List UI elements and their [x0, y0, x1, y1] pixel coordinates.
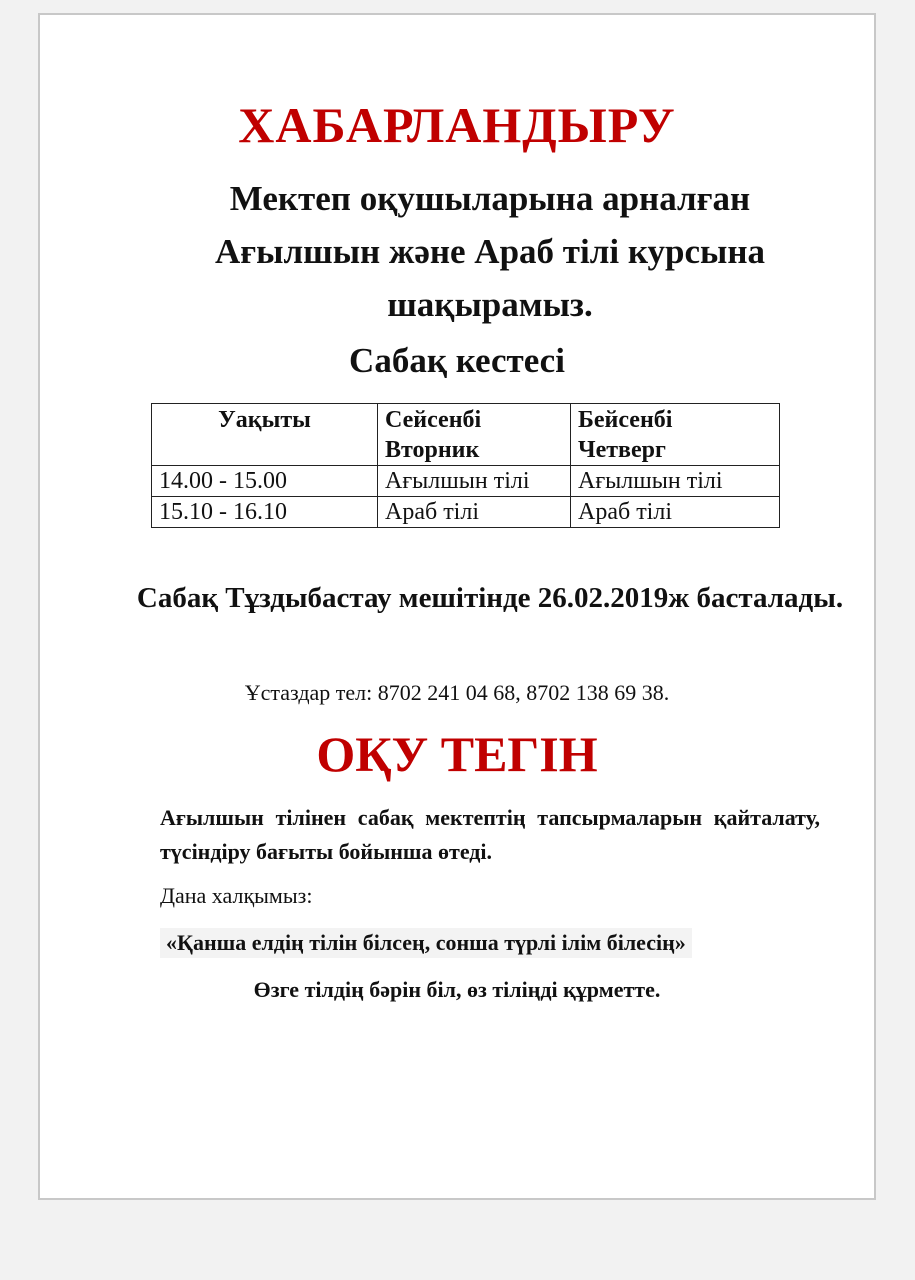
tuesday-cell: Араб тілі	[378, 497, 571, 528]
header-tuesday	[378, 404, 571, 466]
thursday-cell: Ағылшын тілі	[571, 466, 780, 497]
header-thursday	[571, 404, 780, 466]
header-thursday-ru: Четверг	[578, 437, 666, 463]
english-note: Ағылшын тілінен сабақ мектептің тапсырмаларын қайталату, түсіндіру бағыты бойынша өтеді.	[160, 805, 820, 864]
time-cell: 14.00 - 15.00	[152, 466, 378, 497]
proverb-2: Өзге тілдің бәрін біл, өз тіліңді құрметте.	[253, 977, 661, 1002]
tuesday-cell: Ағылшын тілі	[378, 466, 571, 497]
invitation-text: Мектеп оқушыларына арналған Ағылшын және Араб тілі курсына шақырамыз.	[215, 179, 765, 324]
header-time	[152, 404, 378, 466]
document-page	[38, 13, 876, 1200]
wisdom-intro: Дана халқымыз:	[160, 883, 313, 908]
schedule-title: Сабақ кестесі	[349, 341, 565, 380]
schedule-table	[151, 403, 780, 528]
thursday-cell: Араб тілі	[571, 497, 780, 528]
free-label: ОҚУ ТЕГІН	[316, 726, 598, 782]
table-row	[152, 466, 780, 497]
table-row	[152, 497, 780, 528]
teachers-phone: Ұстаздар тел: 8702 241 04 68, 8702 138 69 38.	[244, 680, 670, 705]
header-tuesday-ru: Вторник	[385, 437, 480, 463]
header-tuesday-kz: Сейсенбі	[385, 407, 482, 433]
header-thursday-kz: Бейсенбі	[578, 407, 673, 433]
schedule-header-row	[152, 404, 780, 466]
start-info: Сабақ Тұздыбастау мешітінде 26.02.2019ж басталады.	[136, 582, 844, 614]
announcement-title: ХАБАРЛАНДЫРУ	[238, 97, 676, 153]
proverb-1: «Қанша елдің тілін білсең, сонша түрлі ілім білесің»	[160, 928, 692, 958]
header-time-label: Уақыты	[218, 407, 311, 433]
time-cell: 15.10 - 16.10	[152, 497, 378, 528]
